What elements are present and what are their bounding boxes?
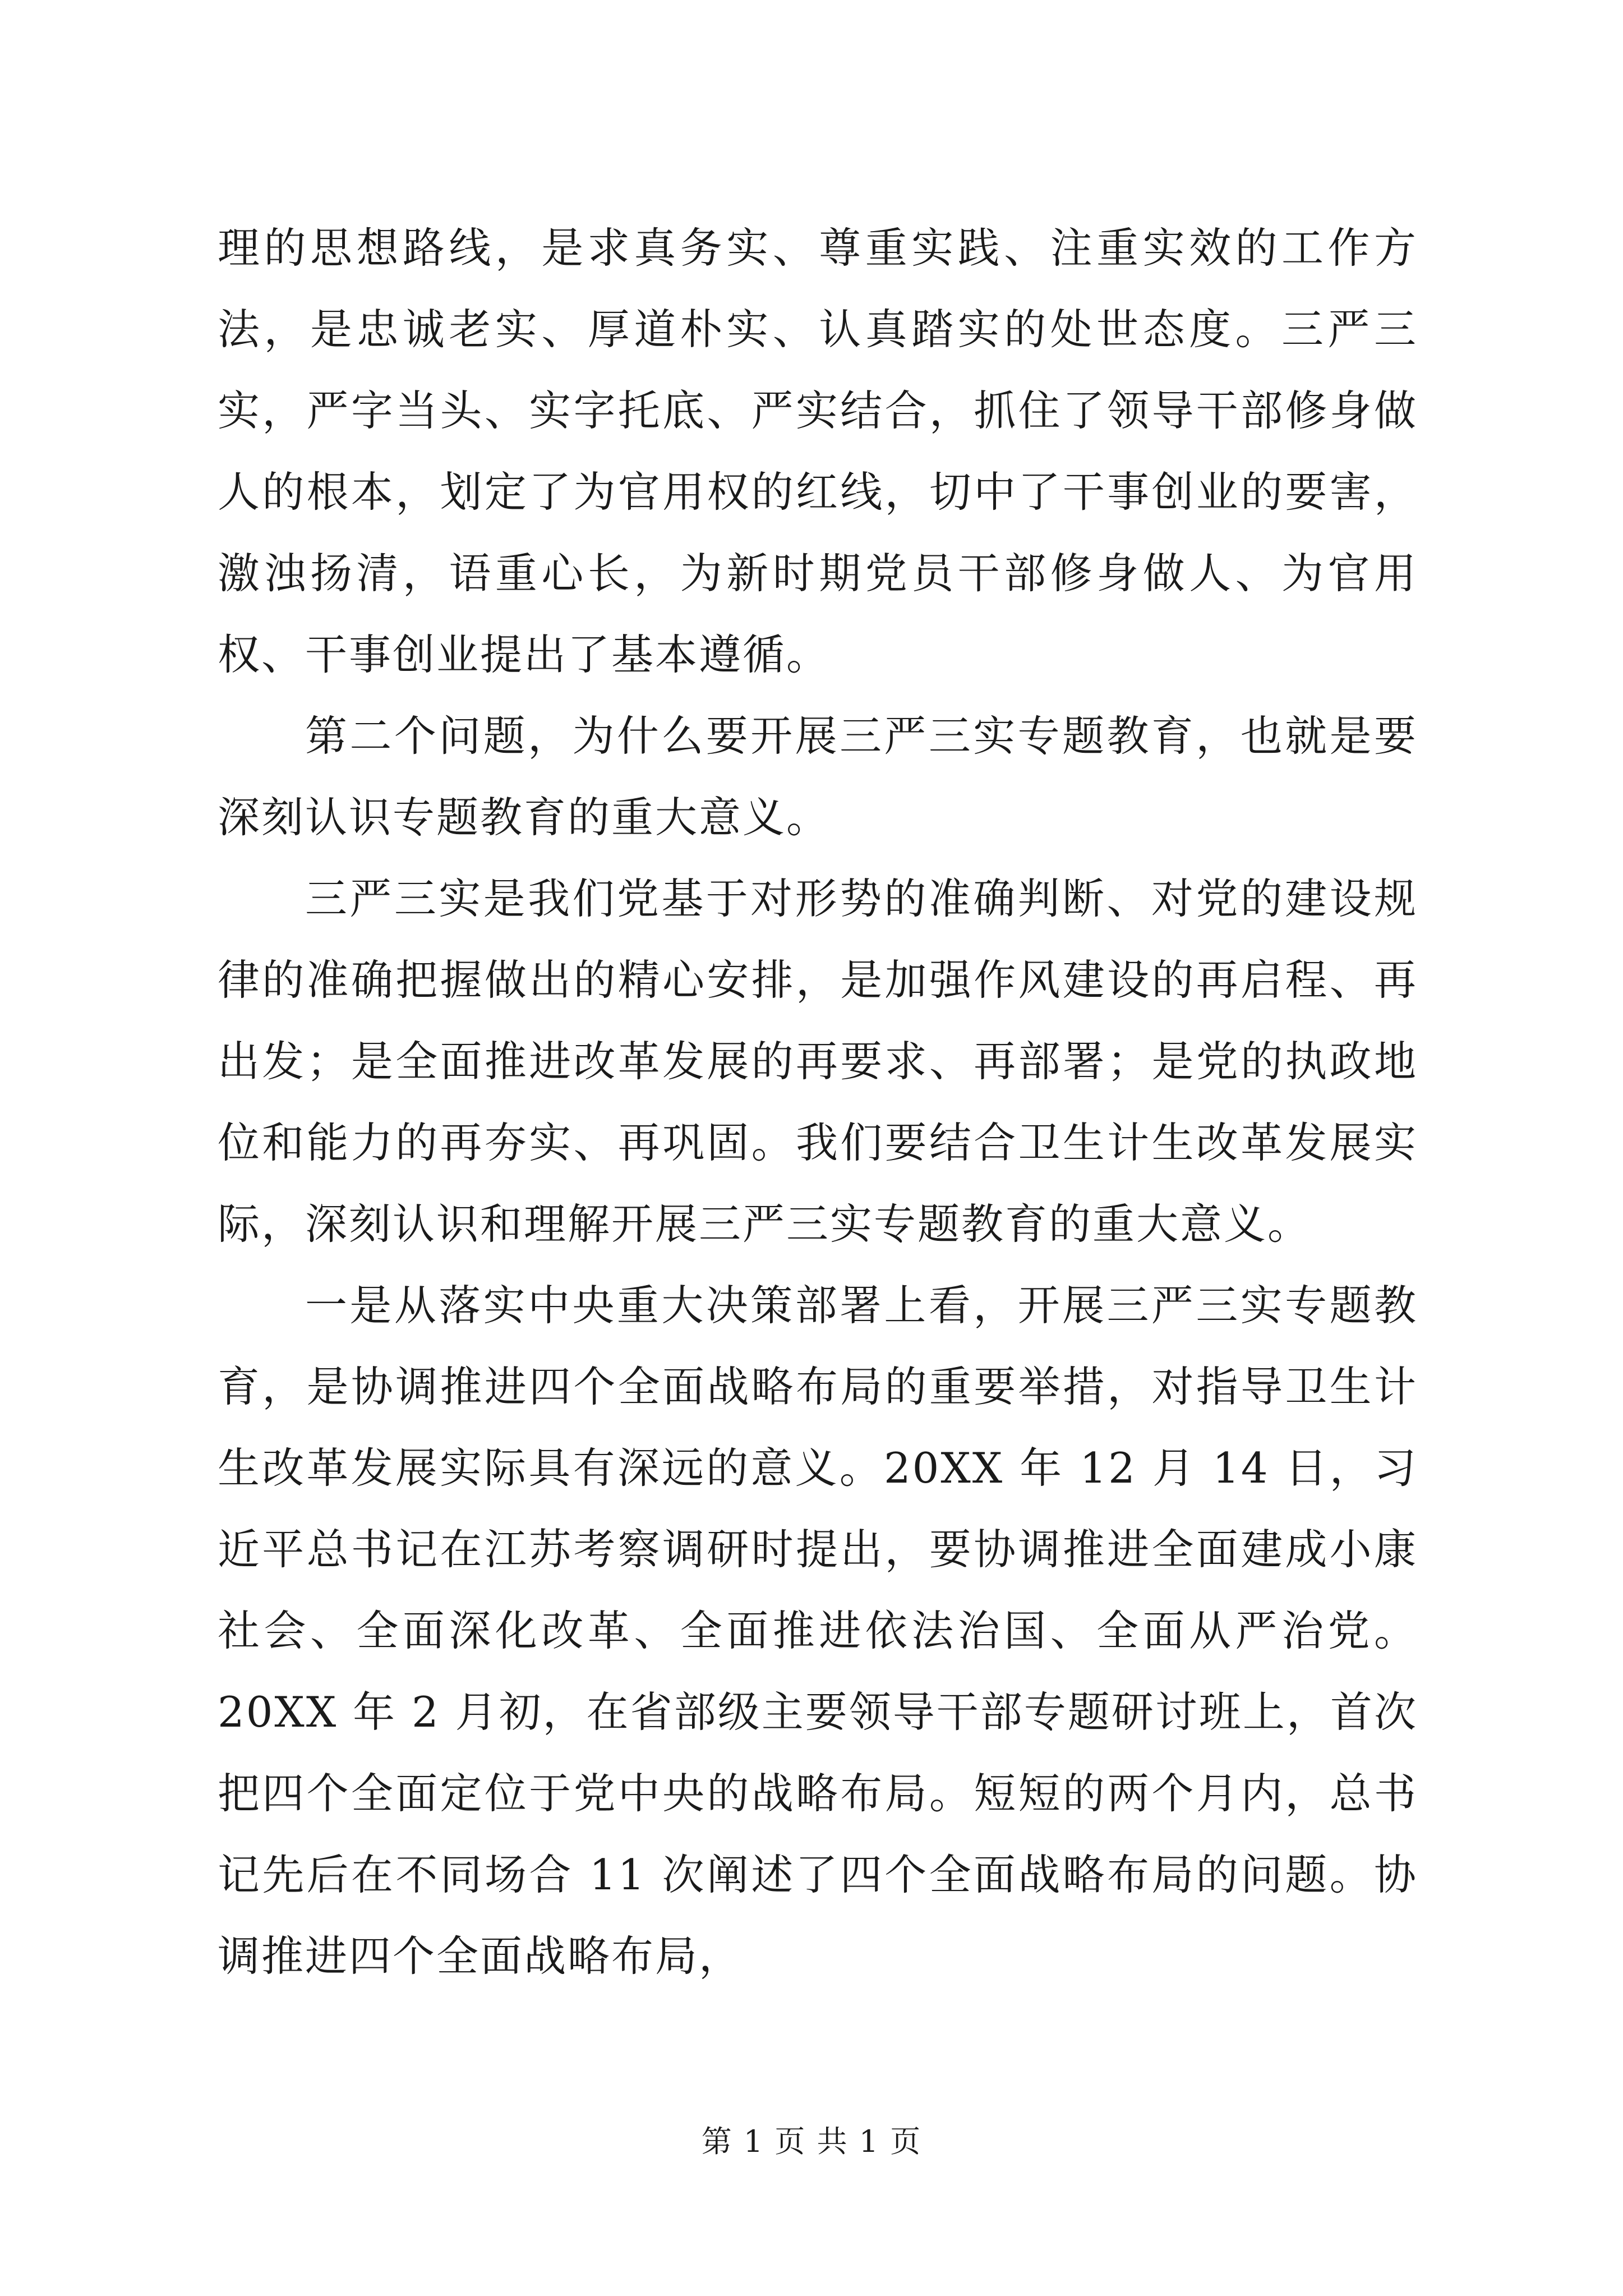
paragraph-4: 一是从落实中央重大决策部署上看，开展三严三实专题教育，是协调推进四个全面战略布局的重要举措，对指导卫生计生改革发展实际具有深远的意义。20XX 年 12 月 14 日，习近平总书记在江苏考察调研时提出，要协调推进全面建成小康社会、全面深化改革、全面推进依法治国、全面从严治党。20XX 年 2 月初，在省部级主要领导干部专题研讨班上，首次把四个全面定位于党中央的战略布局。短短的两个月内，总书记先后在不同场合 11 次阐述了四个全面战略布局的问题。协调推进四个全面战略布局， <box>218 1281 1418 1981</box>
page-footer: 第 1 页 共 1 页 <box>701 2124 922 2159</box>
paragraph-1: 理的思想路线，是求真务实、尊重实践、注重实效的工作方法，是忠诚老实、厚道朴实、认真踏实的处世态度。三严三实，严字当头、实字托底、严实结合，抓住了领导干部修身做人的根本，划定了为官用权的红线，切中了干事创业的要害，激浊扬清，语重心长，为新时期党员干部修身做人、为官用权、干事创业提出了基本遵循。 <box>218 223 1418 679</box>
document-body <box>218 208 1418 1997</box>
paragraph-2: 第二个问题，为什么要开展三严三实专题教育，也就是要深刻认识专题教育的重大意义。 <box>218 711 1418 842</box>
paragraph-3: 三严三实是我们党基于对形势的准确判断、对党的建设规律的准确把握做出的精心安排，是加强作风建设的再启程、再出发；是全面推进改革发展的再要求、再部署；是党的执政地位和能力的再夯实、再巩固。我们要结合卫生计生改革发展实际，深刻认识和理解开展三严三实专题教育的重大意义。 <box>218 874 1418 1249</box>
